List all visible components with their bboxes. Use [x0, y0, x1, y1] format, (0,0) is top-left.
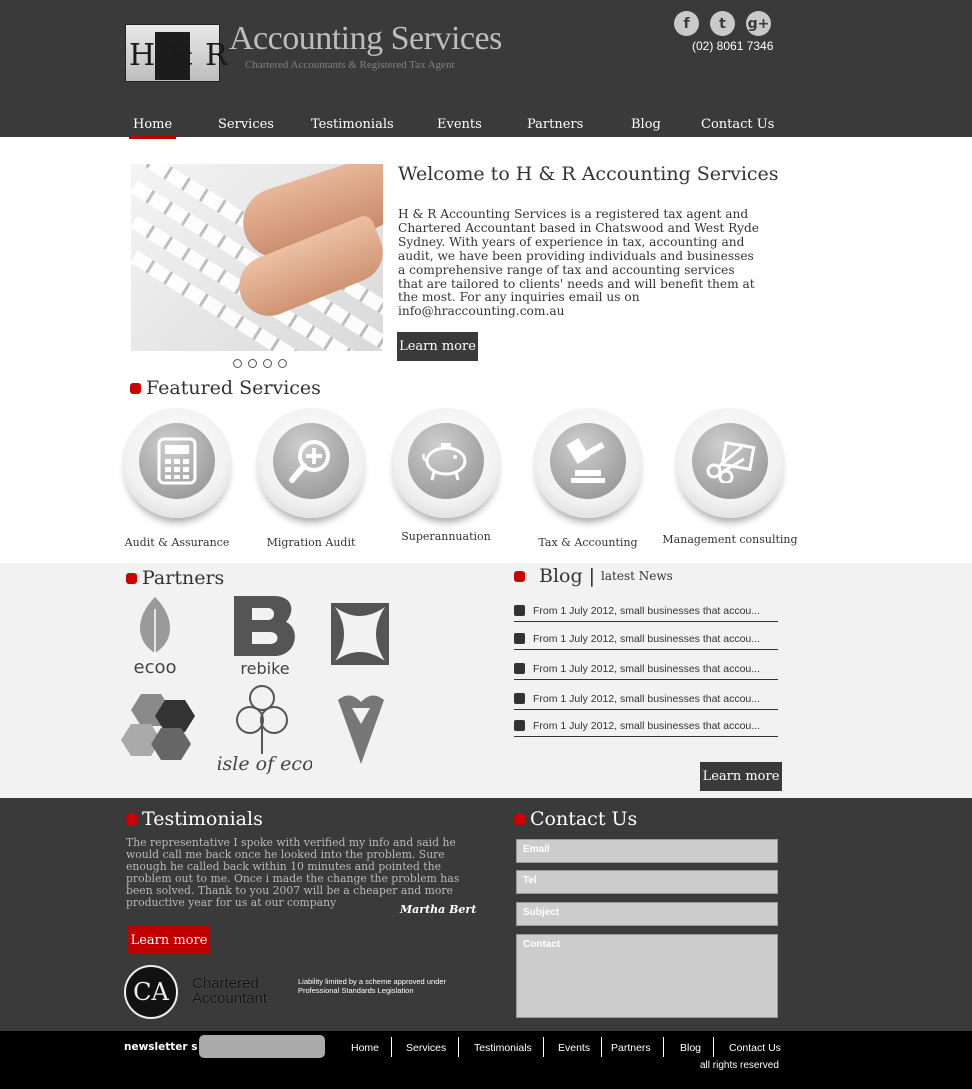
nav-home[interactable]: Home [133, 117, 173, 132]
slider-dots [233, 359, 287, 368]
contact-heading: Contact Us [514, 808, 637, 830]
nav-partners[interactable]: Partners [527, 117, 584, 132]
copyright-text: all rights reserved [700, 1060, 779, 1071]
footer-divider [458, 1037, 459, 1057]
heading-bullet [126, 573, 137, 584]
main-nav [0, 115, 972, 137]
list-bullet [514, 720, 525, 731]
site-header [0, 0, 972, 137]
newsletter-label: newsletter s [124, 1041, 198, 1053]
nav-testimonials[interactable]: Testimonials [311, 117, 394, 132]
footer-nav-services[interactable]: Services [406, 1042, 447, 1054]
service-label: Audit & Assurance [124, 536, 230, 549]
twitter-icon[interactable]: t [710, 11, 735, 36]
partner-logo-ecoo[interactable] [119, 595, 191, 675]
slider-dot[interactable] [278, 359, 287, 368]
logo-letters: H & R [129, 38, 229, 73]
subject-field[interactable]: Subject [516, 902, 778, 926]
email-field[interactable]: Email [516, 839, 778, 863]
service-label: Management consulting [662, 533, 798, 546]
blog-item[interactable]: From 1 July 2012, small businesses that accou... [514, 600, 778, 622]
nav-events[interactable]: Events [437, 117, 482, 132]
service-label: Superannuation [401, 530, 491, 543]
partner-logo-isle-of-eco[interactable] [218, 684, 312, 776]
footer-divider [391, 1037, 392, 1057]
hero-slide-image [131, 164, 383, 351]
testimonial-author: Martha Bert [400, 903, 477, 916]
nav-contact-us[interactable]: Contact Us [701, 117, 775, 132]
svg-text:isle of eco: isle of eco [218, 753, 312, 775]
partner-logo-cone[interactable] [336, 690, 386, 766]
scissors-icon [692, 423, 768, 499]
liability-note: Liability limited by a scheme approved under Professional Standards Legislation [298, 977, 446, 995]
partner-logo-hexagons[interactable] [121, 690, 201, 768]
social-links [674, 11, 771, 36]
list-bullet [514, 605, 525, 616]
footer-divider [601, 1037, 602, 1057]
partners-heading: Partners [126, 567, 224, 589]
footer-nav-blog[interactable]: Blog [680, 1042, 702, 1054]
blog-learn-more-button[interactable]: Learn more [700, 762, 782, 791]
slider-dot[interactable] [263, 359, 272, 368]
nav-blog[interactable]: Blog [631, 117, 661, 132]
heading-bullet [130, 383, 141, 394]
chartered-accountant-logo: CA [124, 965, 178, 1019]
list-bullet [514, 693, 525, 704]
logo-mark [125, 24, 229, 82]
partner-logo-cross[interactable] [331, 603, 389, 665]
footer-divider [663, 1037, 664, 1057]
heading-bullet [126, 814, 137, 825]
service-label: Migration Audit [266, 536, 356, 549]
testimonials-learn-more-button[interactable]: Learn more [128, 926, 210, 954]
footer-nav-partners[interactable]: Partners [611, 1042, 651, 1054]
phone-number: (02) 8061 7346 [692, 39, 774, 53]
logo-title: Accounting Services [229, 20, 502, 57]
blog-subtitle: latest News [601, 569, 673, 583]
magnifier-plus-icon [273, 423, 349, 499]
blog-item[interactable]: From 1 July 2012, small businesses that accou... [514, 658, 778, 680]
footer-nav-events[interactable]: Events [558, 1042, 591, 1054]
footer-nav-testimonials[interactable]: Testimonials [474, 1042, 532, 1054]
blog-item[interactable]: From 1 July 2012, small businesses that accou... [514, 715, 778, 737]
contact-textarea[interactable]: Contact [516, 934, 778, 1018]
slider-dot[interactable] [248, 359, 257, 368]
footer-divider [713, 1037, 714, 1057]
partner-logo-rebike[interactable] [230, 596, 300, 676]
footer-divider [543, 1037, 544, 1057]
nav-services[interactable]: Services [218, 117, 274, 132]
welcome-text: H & R Accounting Services is a registered tax agent and Chartered Accountant based in Chatswood and West Ryde Sydney. With years of experience in tax, accounting and audit, we have been providing individuals and businesses a comprehensive range of tax and accounting services that are tailored to clients' needs and will benefit them at the most. For any inquiries email us on info@hraccounting.com.au [398, 207, 759, 319]
facebook-icon[interactable]: f [674, 11, 699, 36]
blog-heading: Blog | latest News [514, 565, 673, 587]
service-label: Tax & Accounting [538, 536, 638, 549]
list-bullet [514, 663, 525, 674]
chartered-accountant-text: Chartered Accountant [192, 975, 268, 1007]
blog-title: Blog [539, 565, 583, 587]
testimonials-heading: Testimonials [126, 808, 263, 830]
piggy-bank-icon [408, 423, 484, 499]
welcome-learn-more-button[interactable]: Learn more [397, 332, 478, 361]
heading-bullet [514, 571, 525, 582]
list-bullet [514, 633, 525, 644]
footer-nav-contact-us[interactable]: Contact Us [729, 1042, 781, 1054]
blog-item[interactable]: From 1 July 2012, small businesses that accou... [514, 688, 778, 710]
blog-item[interactable]: From 1 July 2012, small businesses that accou... [514, 628, 778, 650]
testimonial-text: The representative I spoke with verified my info and said he would call me back once he looked into the problem. Sure enough he called back within 10 minutes and pointed the problem out to me. Once i made the change the problem has been solved. Thank to you 2007 will be a cheaper and more productive year for us at our company [126, 836, 460, 909]
featured-services-heading: Featured Services [130, 377, 321, 399]
site-logo[interactable] [125, 18, 502, 80]
gavel-icon [550, 423, 626, 499]
heading-bullet [514, 814, 525, 825]
footer-nav-home[interactable]: Home [351, 1042, 380, 1054]
slider-dot[interactable] [233, 359, 242, 368]
logo-subtitle: Chartered Accountants & Registered Tax Agent [245, 59, 455, 71]
newsletter-input[interactable] [199, 1035, 325, 1058]
google-plus-icon[interactable]: g+ [746, 11, 771, 36]
svg-text:ecoo: ecoo [133, 657, 177, 675]
welcome-title: Welcome to H & R Accounting Services [398, 163, 779, 185]
tel-field[interactable]: Tel [516, 870, 778, 894]
calculator-icon [139, 423, 215, 499]
svg-text:rebike: rebike [240, 659, 290, 676]
